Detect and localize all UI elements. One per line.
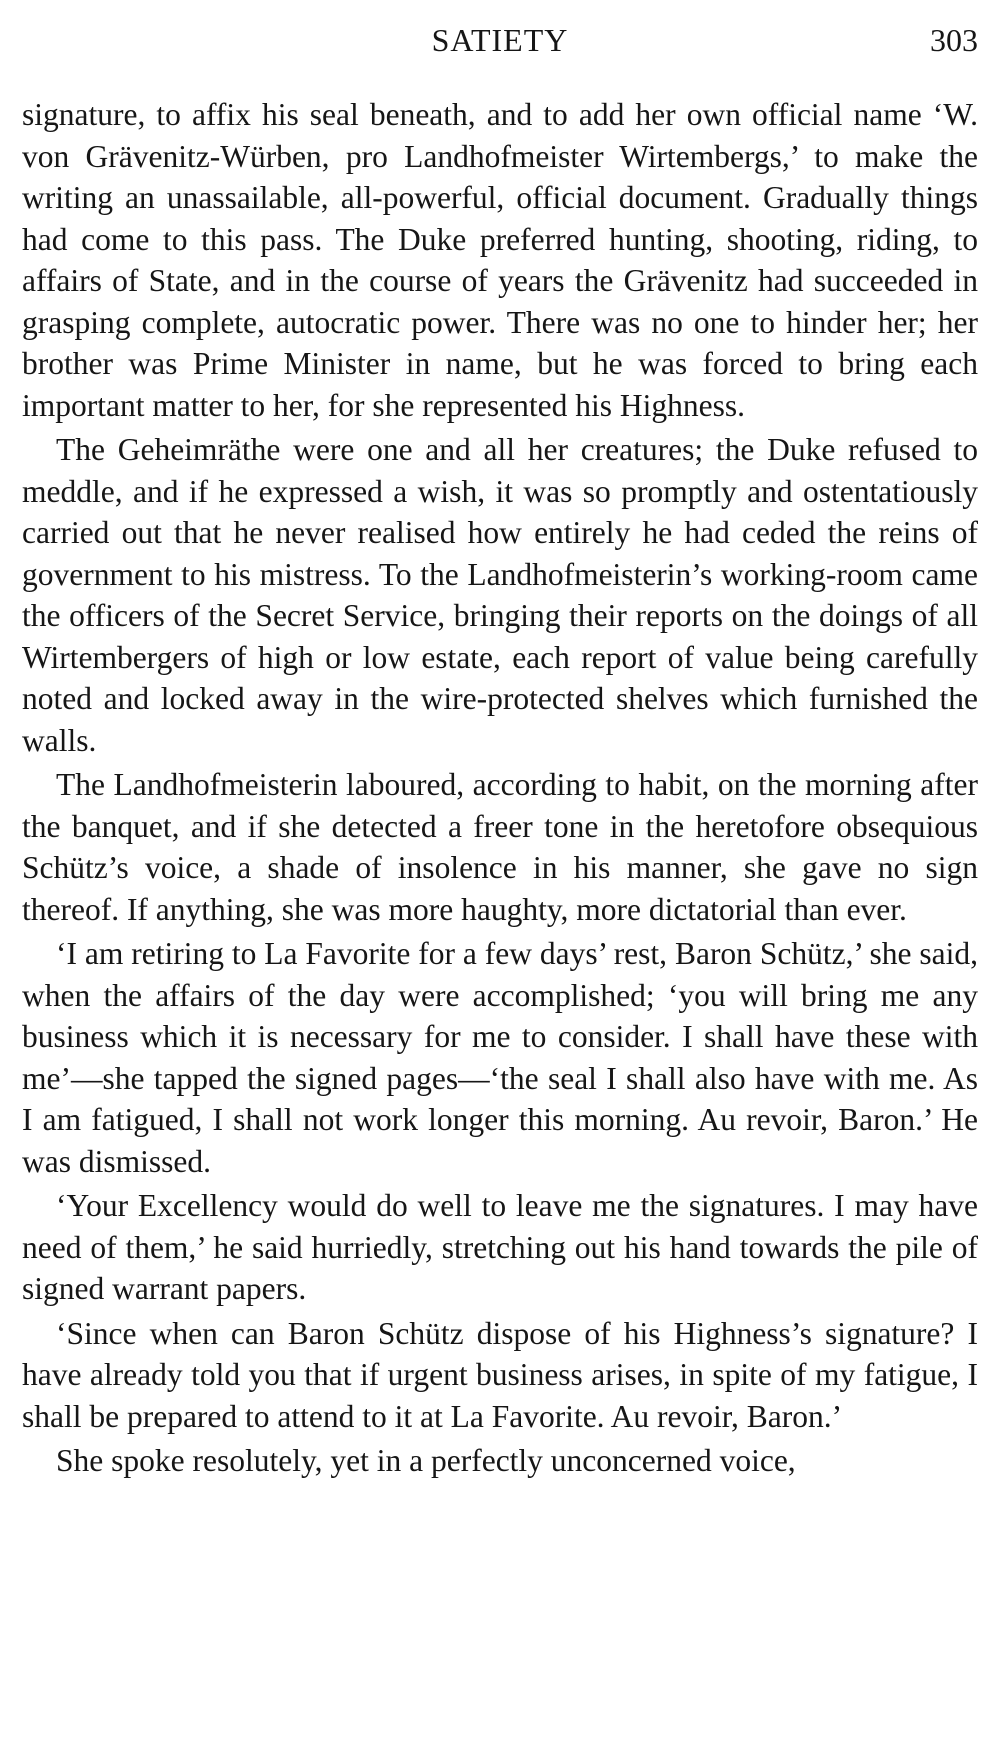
paragraph-3: The Landhofmeisterin laboured, according to habit, on the morning after the banquet, and if she detected a freer tone in the heretofore obsequious Schütz’s voice, a shade of insolence in his manner, she gave no sign thereof. If anything, she was more haughty, more dictatorial than ever. — [22, 767, 978, 927]
body-text — [22, 94, 978, 1482]
paragraph-4: ‘I am retiring to La Favorite for a few days’ rest, Baron Schütz,’ she said, when the affairs of the day were accomplished; ‘you will bring me any business which it is necessary for me to consider. I shall have these with me’—she tapped the signed pages—‘the seal I shall also have with me. As I am fatigued, I shall not work longer this morning. Au revoir, Baron.’ He was dismissed. — [22, 936, 978, 1179]
paragraph-2: The Geheimräthe were one and all her creatures; the Duke refused to meddle, and if he expressed a wish, it was so promptly and ostentatiously carried out that he never realised how entirely he had ceded the reins of government to his mistress. To the Landhofmeisterin’s working-room came the officers of the Secret Service, bringing their reports on the doings of all Wirtembergers of high or low estate, each report of value being carefully noted and locked away in the wire-protected shelves which furnished the walls. — [22, 432, 978, 758]
paragraph-1: signature, to affix his seal beneath, and to add her own official name ‘W. von Grävenitz-Würben, pro Landhofmeister Wirtembergs,’ to make the writing an unassailable, all-powerful, official document. Gradually things had come to this pass. The Duke preferred hunting, shooting, riding, to affairs of State, and in the course of years the Grävenitz had succeeded in grasping complete, autocratic power. There was no one to hinder her; her brother was Prime Minister in name, but he was forced to bring each important matter to her, for she represented his Highness. — [22, 97, 978, 423]
chapter-title: SATIETY — [431, 22, 569, 58]
running-head — [22, 0, 978, 62]
book-page — [22, 0, 978, 1754]
paragraph-6: ‘Since when can Baron Schütz dispose of his Highness’s signature? I have already told you that if urgent business arises, in spite of my fatigue, I shall be prepared to attend to it at La Favorite. Au revoir, Baron.’ — [22, 1315, 978, 1434]
paragraph-7: She spoke resolutely, yet in a perfectly unconcerned voice, — [56, 1443, 796, 1478]
page-number: 303 — [930, 22, 978, 58]
paragraph-5: ‘Your Excellency would do well to leave me the signatures. I may have need of them,’ he said hurriedly, stretching out his hand towards the pile of signed warrant papers. — [22, 1188, 978, 1306]
